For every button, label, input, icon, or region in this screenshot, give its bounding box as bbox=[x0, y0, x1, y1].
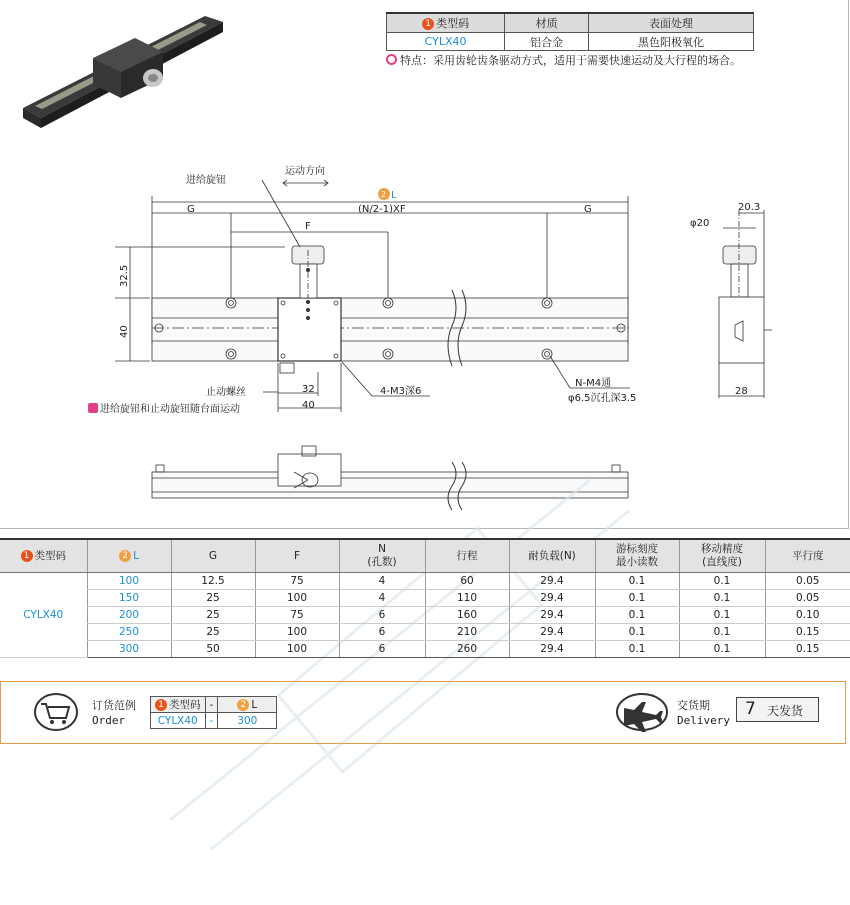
table-cell: 0.05 bbox=[765, 590, 850, 607]
col-n: N (孔数) bbox=[339, 539, 425, 573]
table-cell: 0.1 bbox=[679, 590, 765, 607]
table-cell: 0.1 bbox=[595, 590, 679, 607]
data-table-header bbox=[0, 539, 850, 573]
label-28: 28 bbox=[735, 386, 748, 397]
table-cell: 100 bbox=[255, 624, 339, 641]
badge-2: 2 bbox=[381, 190, 387, 199]
table-cell: 0.1 bbox=[595, 641, 679, 658]
delivery-days-box bbox=[736, 697, 819, 722]
label-phi20: φ20 bbox=[690, 218, 710, 229]
table-row bbox=[0, 607, 850, 624]
table-cell: 6 bbox=[339, 641, 425, 658]
table-cell: 0.1 bbox=[595, 607, 679, 624]
table-row bbox=[0, 573, 850, 590]
table-cell: 100 bbox=[255, 590, 339, 607]
col-type-code: 1 类型码 bbox=[0, 539, 87, 573]
label-40-h: 40 bbox=[302, 400, 315, 411]
table-cell: 4 bbox=[339, 573, 425, 590]
table-cell: 29.4 bbox=[509, 607, 595, 624]
col-f: F bbox=[255, 539, 339, 573]
label-m4: N-M4通 bbox=[575, 378, 612, 389]
table-cell: 160 bbox=[425, 607, 509, 624]
product-photo bbox=[15, 8, 225, 138]
airplane-icon bbox=[615, 692, 669, 732]
spec-material: 铝合金 bbox=[505, 33, 589, 51]
table-cell: 29.4 bbox=[509, 573, 595, 590]
table-cell: 300 bbox=[87, 641, 171, 658]
table-cell: 260 bbox=[425, 641, 509, 658]
label-m3: 4-M3深6 bbox=[380, 386, 422, 397]
label-counterbore: φ6.5沉孔深3.5 bbox=[568, 393, 637, 404]
label-g-left: G bbox=[187, 204, 195, 215]
label-32: 32 bbox=[302, 384, 315, 395]
table-cell: 110 bbox=[425, 590, 509, 607]
table-cell: 100 bbox=[87, 573, 171, 590]
label-knob: 进给旋钮 bbox=[186, 175, 226, 186]
order-sep-value: - bbox=[205, 713, 218, 729]
label-40-v: 40 bbox=[119, 325, 130, 338]
col-length: 2 L bbox=[87, 539, 171, 573]
table-cell: 0.1 bbox=[595, 573, 679, 590]
label-g-right: G bbox=[584, 204, 592, 215]
table-cell: 0.1 bbox=[679, 573, 765, 590]
col-accuracy: 移动精度 (直线度) bbox=[679, 539, 765, 573]
col-stroke: 行程 bbox=[425, 539, 509, 573]
table-cell: 4 bbox=[339, 590, 425, 607]
table-row bbox=[0, 590, 850, 607]
delivery-label: 交货期 Delivery bbox=[677, 699, 730, 727]
table-cell: 0.15 bbox=[765, 641, 850, 658]
spec-type-code: CYLX40 bbox=[387, 33, 505, 51]
label-20-3: 20.3 bbox=[738, 202, 761, 213]
feature-note: 特点：采用齿轮齿条驱动方式，适用于需要快速运动及大行程的场合。 bbox=[386, 52, 741, 68]
table-cell: 25 bbox=[171, 607, 255, 624]
table-cell: 60 bbox=[425, 573, 509, 590]
table-cell: 0.05 bbox=[765, 573, 850, 590]
table-cell: 200 bbox=[87, 607, 171, 624]
table-cell: 100 bbox=[255, 641, 339, 658]
table-cell: 0.15 bbox=[765, 624, 850, 641]
label-stop-screw: 止动螺丝 bbox=[206, 387, 246, 398]
col-load: 耐负载(N) bbox=[509, 539, 595, 573]
table-cell: 25 bbox=[171, 590, 255, 607]
label-32-5: 32.5 bbox=[119, 264, 130, 287]
order-head-type: 1 类型码 bbox=[151, 697, 206, 713]
badge-1: 1 bbox=[422, 18, 434, 30]
table-cell: 29.4 bbox=[509, 641, 595, 658]
label-note: 进给旋钮和止动旋钮随台面运动 bbox=[100, 404, 240, 415]
type-code-cell: CYLX40 bbox=[0, 573, 87, 658]
table-cell: 0.1 bbox=[595, 624, 679, 641]
spec-header-material: 材质 bbox=[505, 13, 589, 33]
table-cell: 75 bbox=[255, 607, 339, 624]
order-table bbox=[150, 696, 277, 729]
table-cell: 210 bbox=[425, 624, 509, 641]
label-length: L bbox=[391, 190, 397, 201]
table-cell: 12.5 bbox=[171, 573, 255, 590]
col-g: G bbox=[171, 539, 255, 573]
label-mid: (N/2-1)XF bbox=[358, 204, 406, 215]
table-row bbox=[0, 641, 850, 658]
order-label: 订货范例 Order bbox=[92, 699, 136, 727]
order-length-value: 300 bbox=[218, 713, 277, 729]
table-cell: 29.4 bbox=[509, 624, 595, 641]
order-head-length: 2 L bbox=[218, 697, 277, 713]
table-cell: 0.10 bbox=[765, 607, 850, 624]
data-table bbox=[0, 538, 850, 658]
table-cell: 75 bbox=[255, 573, 339, 590]
table-cell: 6 bbox=[339, 607, 425, 624]
col-vernier: 游标刻度 最小读数 bbox=[595, 539, 679, 573]
order-type-value: CYLX40 bbox=[151, 713, 206, 729]
table-cell: 250 bbox=[87, 624, 171, 641]
delivery-days: 7 bbox=[745, 699, 756, 719]
order-head-sep: - bbox=[205, 697, 218, 713]
table-cell: 6 bbox=[339, 624, 425, 641]
feature-icon bbox=[386, 54, 397, 65]
table-cell: 0.1 bbox=[679, 607, 765, 624]
table-cell: 150 bbox=[87, 590, 171, 607]
table-cell: 50 bbox=[171, 641, 255, 658]
col-parallelism: 平行度 bbox=[765, 539, 850, 573]
table-cell: 29.4 bbox=[509, 590, 595, 607]
label-direction: 运动方向 bbox=[285, 166, 325, 177]
spec-header-type: 1 类型码 bbox=[387, 13, 505, 33]
cart-icon bbox=[33, 692, 79, 732]
spec-header-finish: 表面处理 bbox=[588, 13, 753, 33]
table-row bbox=[0, 624, 850, 641]
table-cell: 0.1 bbox=[679, 624, 765, 641]
table-cell: 0.1 bbox=[679, 641, 765, 658]
table-cell: 25 bbox=[171, 624, 255, 641]
label-f: F bbox=[305, 221, 311, 232]
spec-finish: 黑色阳极氧化 bbox=[588, 33, 753, 51]
delivery-days-unit: 天发货 bbox=[767, 704, 804, 718]
spec-table bbox=[386, 12, 754, 51]
